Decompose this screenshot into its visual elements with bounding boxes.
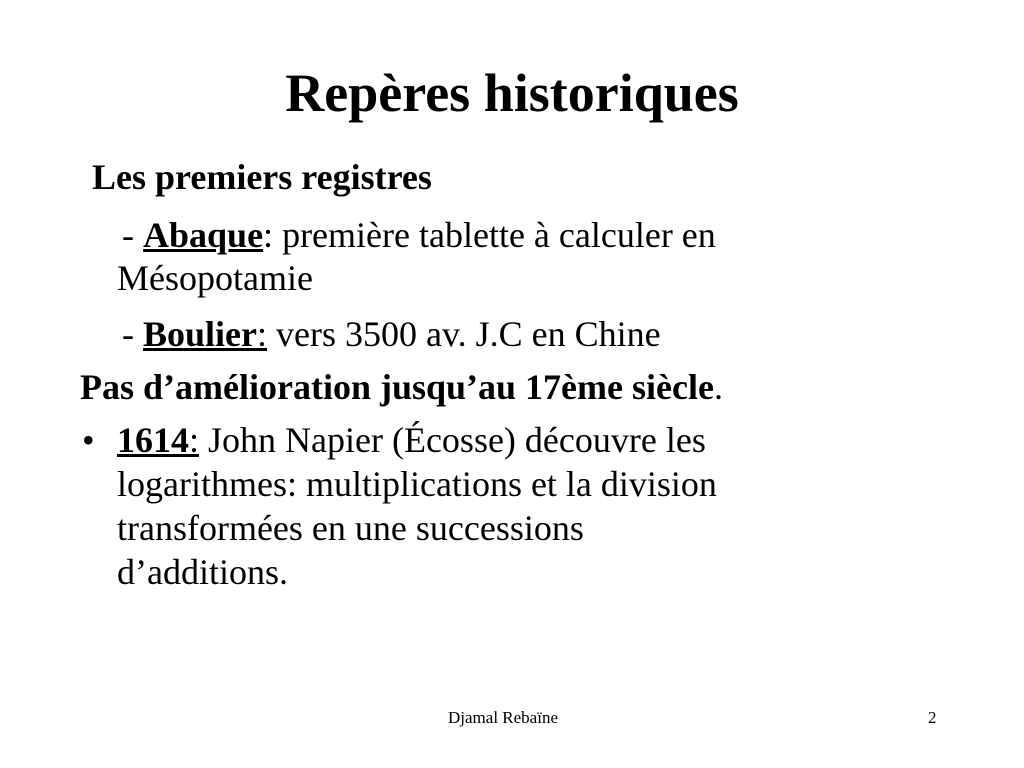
item-text: première tablette à calculer en (273, 215, 716, 255)
bullet-line: transformées en une successions (117, 508, 584, 548)
statement-end: . (713, 367, 723, 407)
list-item-boulier (122, 312, 661, 356)
bullet-line: logarithmes: multiplications et la division (117, 464, 717, 504)
statement (80, 365, 723, 409)
bullet-year: 1614 (117, 420, 189, 460)
section-heading: Les premiers registres (92, 157, 432, 197)
bullet-icon: • (82, 420, 95, 460)
list-item-abaque (122, 213, 716, 257)
statement-text: Pas d’amélioration jusqu’au 17ème siècle (80, 367, 714, 407)
item-term: Abaque (143, 215, 264, 255)
slide-title: Repères historiques (285, 63, 739, 123)
item-prefix: - (122, 314, 143, 354)
footer-author: Djamal Rebaïne (448, 708, 558, 727)
list-item-abaque-continuation: Mésopotamie (117, 258, 313, 298)
bullet-line: d’additions. (117, 552, 288, 592)
footer-page-number: 2 (928, 708, 937, 727)
item-colon: : (263, 215, 274, 255)
bullet-line (117, 418, 706, 462)
item-term: Boulier (143, 314, 257, 354)
item-colon: : (257, 314, 268, 354)
item-text: vers 3500 av. J.C en Chine (267, 314, 661, 354)
item-prefix: - (122, 215, 143, 255)
bullet-colon: : (189, 420, 200, 460)
bullet-text: John Napier (Écosse) découvre les (199, 420, 706, 460)
